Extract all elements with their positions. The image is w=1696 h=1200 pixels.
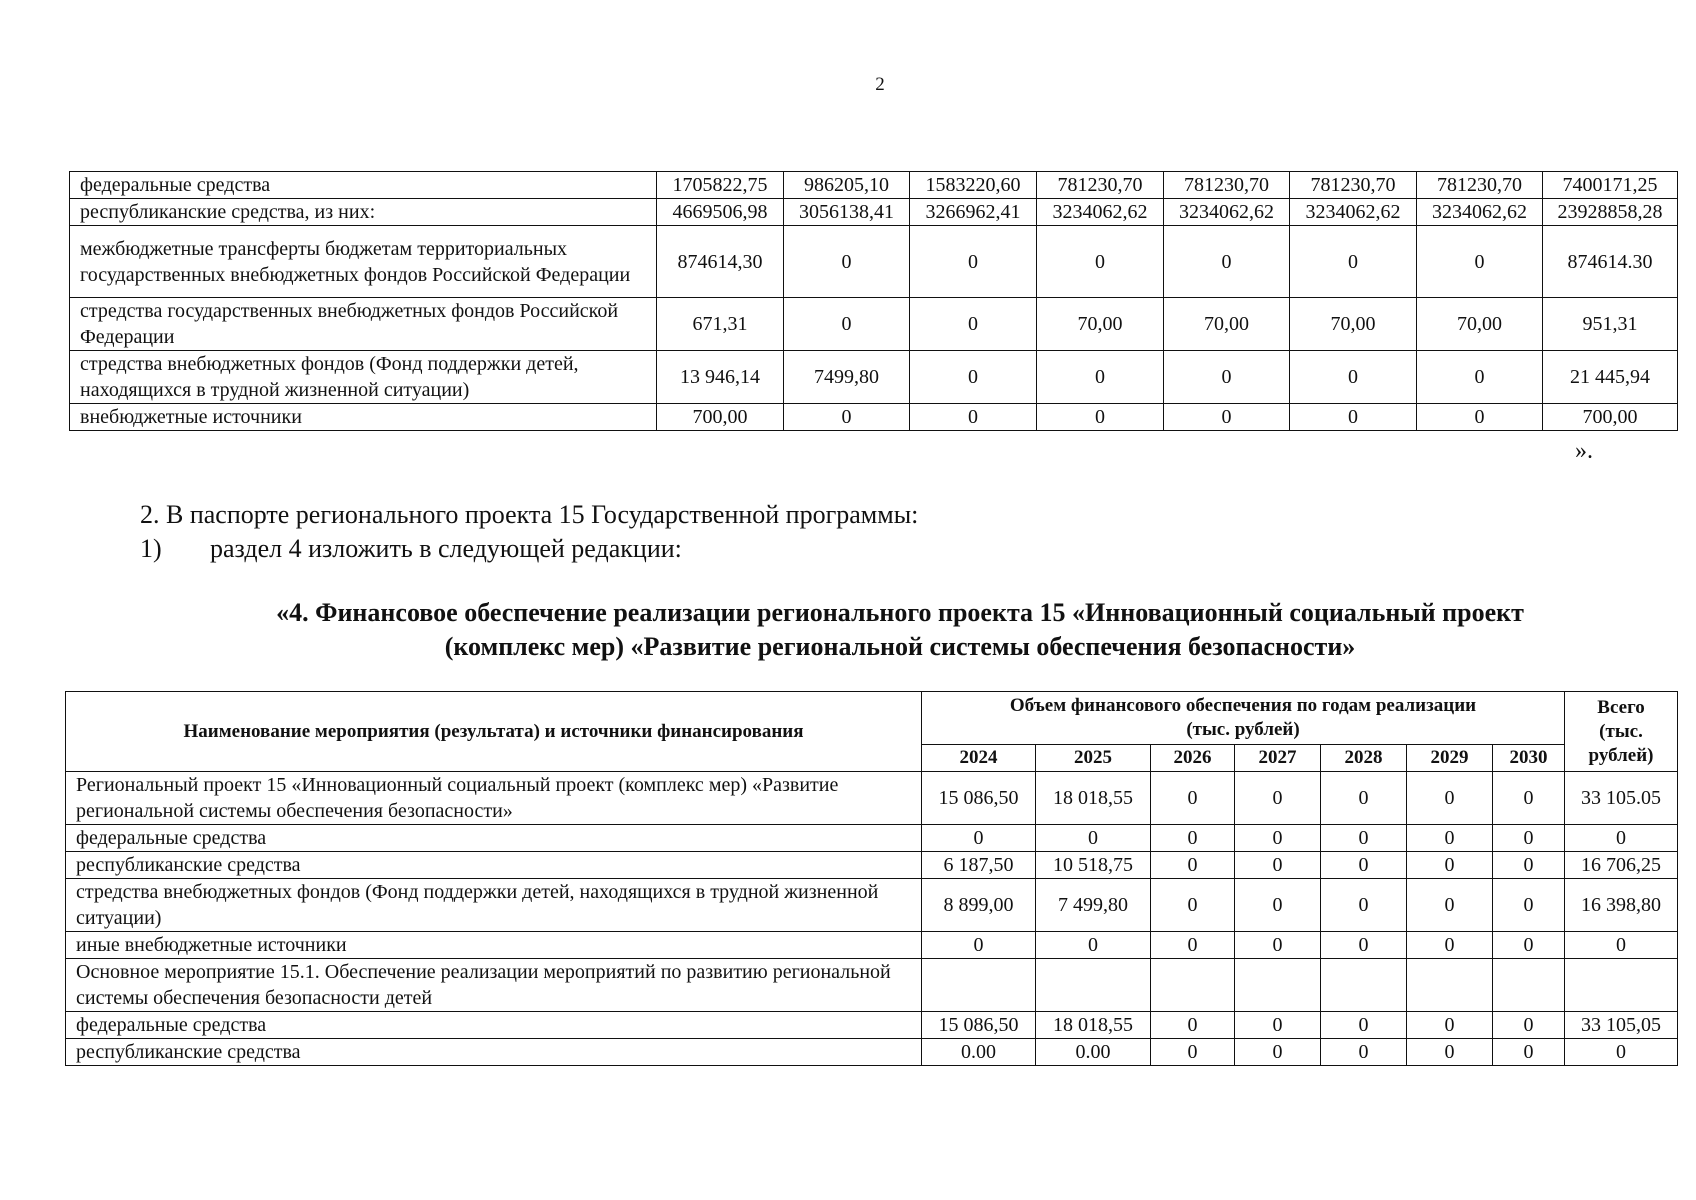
cell-value: 0	[910, 404, 1037, 431]
cell-value: 0	[1321, 772, 1407, 825]
cell-value: 0	[1493, 1039, 1565, 1066]
cell-value: 70,00	[1290, 298, 1417, 351]
cell-value: 0	[910, 351, 1037, 404]
cell-value	[1565, 959, 1678, 1012]
cell-value: 0	[1417, 351, 1543, 404]
header-total-line-3: рублей)	[1588, 744, 1654, 766]
cell-value: 18 018,55	[1036, 772, 1151, 825]
header-name: Наименование мероприятия (результата) и источники финансирования	[66, 692, 922, 772]
cell-value: 0	[1037, 351, 1164, 404]
paragraph-amendment-intro: 2. В паспорте регионального проекта 15 Государственной программы:	[140, 500, 919, 529]
cell-value: 3234062,62	[1290, 199, 1417, 226]
header-year: 2027	[1235, 745, 1321, 772]
cell-value: 4669506,98	[657, 199, 784, 226]
cell-value: 0	[1321, 932, 1407, 959]
table-row	[70, 351, 1678, 404]
cell-value: 0	[1417, 404, 1543, 431]
cell-value: 0	[1290, 404, 1417, 431]
cell-value: 0	[1235, 932, 1321, 959]
cell-value: 0	[1407, 825, 1493, 852]
table-row	[66, 879, 1678, 932]
list-item-number: 1)	[140, 534, 162, 563]
cell-value: 16 398,80	[1565, 879, 1678, 932]
cell-value: 6 187,50	[922, 852, 1036, 879]
header-year: 2028	[1321, 745, 1407, 772]
cell-value: 0	[1235, 772, 1321, 825]
cell-value: 15 086,50	[922, 1012, 1036, 1039]
cell-value: 3234062,62	[1164, 199, 1290, 226]
cell-value: 0	[1235, 852, 1321, 879]
cell-value: 0.00	[1036, 1039, 1151, 1066]
cell-value: 0	[1493, 932, 1565, 959]
cell-value: 0	[1565, 825, 1678, 852]
header-year: 2025	[1036, 745, 1151, 772]
row-label: внебюджетные источники	[70, 404, 657, 431]
row-label: Региональный проект 15 «Инновационный социальный проект (комплекс мер) «Развитие региональной системы обеспечения безопасности»	[66, 772, 922, 825]
cell-value: 0	[1407, 932, 1493, 959]
cell-value: 0	[1151, 1039, 1235, 1066]
cell-value: 0	[1321, 879, 1407, 932]
header-year: 2026	[1151, 745, 1235, 772]
cell-value	[1235, 959, 1321, 1012]
cell-value: 0	[1407, 852, 1493, 879]
cell-value	[922, 959, 1036, 1012]
cell-value	[1407, 959, 1493, 1012]
table-row	[66, 1012, 1678, 1039]
cell-value: 0	[910, 298, 1037, 351]
cell-value: 7400171,25	[1543, 172, 1678, 199]
header-total-line-2: (тыс.	[1599, 720, 1643, 742]
cell-value: 0	[784, 298, 910, 351]
cell-value: 0	[1235, 1039, 1321, 1066]
cell-value: 781230,70	[1164, 172, 1290, 199]
header-year: 2029	[1407, 745, 1493, 772]
cell-value: 0.00	[922, 1039, 1036, 1066]
table-row	[66, 772, 1678, 825]
row-label: федеральные средства	[70, 172, 657, 199]
header-total	[1565, 692, 1678, 772]
cell-value: 21 445,94	[1543, 351, 1678, 404]
funding-table-project-15	[65, 691, 1678, 1066]
row-label: стредства государственных внебюджетных фондов Российской Федерации	[70, 298, 657, 351]
cell-value: 23928858,28	[1543, 199, 1678, 226]
cell-value: 15 086,50	[922, 772, 1036, 825]
cell-value: 3056138,41	[784, 199, 910, 226]
cell-value: 0	[1151, 1012, 1235, 1039]
cell-value: 0	[1235, 825, 1321, 852]
cell-value: 70,00	[1417, 298, 1543, 351]
cell-value: 671,31	[657, 298, 784, 351]
cell-value: 781230,70	[1037, 172, 1164, 199]
section-title-line-2: (комплекс мер) «Развитие региональной системы обеспечения безопасности»	[444, 632, 1356, 661]
cell-value	[1493, 959, 1565, 1012]
cell-value: 0	[1151, 772, 1235, 825]
cell-value: 0	[1321, 852, 1407, 879]
cell-value: 18 018,55	[1036, 1012, 1151, 1039]
cell-value: 0	[1151, 825, 1235, 852]
cell-value: 0	[1164, 351, 1290, 404]
cell-value: 874614,30	[657, 226, 784, 298]
table-row	[66, 825, 1678, 852]
header-volume	[922, 692, 1565, 745]
cell-value: 0	[1493, 852, 1565, 879]
cell-value: 0	[1235, 1012, 1321, 1039]
table-row	[70, 404, 1678, 431]
cell-value: 0	[1151, 852, 1235, 879]
cell-value	[1151, 959, 1235, 1012]
cell-value: 13 946,14	[657, 351, 784, 404]
cell-value: 0	[1493, 1012, 1565, 1039]
cell-value: 0	[1036, 825, 1151, 852]
header-volume-line-1: Объем финансового обеспечения по годам реализации	[1009, 695, 1477, 716]
row-label: Основное мероприятие 15.1. Обеспечение реализации мероприятий по развитию региональной системы обеспечения безопасности детей	[66, 959, 922, 1012]
cell-value: 0	[922, 932, 1036, 959]
row-label: республиканские средства	[66, 852, 922, 879]
cell-value: 0	[1493, 879, 1565, 932]
cell-value: 0	[1407, 1039, 1493, 1066]
cell-value: 0	[1407, 1012, 1493, 1039]
cell-value: 10 518,75	[1036, 852, 1151, 879]
section-title	[120, 596, 1680, 664]
cell-value: 1583220,60	[910, 172, 1037, 199]
cell-value: 3234062,62	[1037, 199, 1164, 226]
cell-value: 3266962,41	[910, 199, 1037, 226]
cell-value: 0	[922, 825, 1036, 852]
cell-value: 8 899,00	[922, 879, 1036, 932]
cell-value: 0	[1407, 879, 1493, 932]
row-label: республиканские средства, из них:	[70, 199, 657, 226]
cell-value: 0	[1493, 825, 1565, 852]
cell-value: 16 706,25	[1565, 852, 1678, 879]
cell-value: 7499,80	[784, 351, 910, 404]
cell-value: 1705822,75	[657, 172, 784, 199]
cell-value: 0	[910, 226, 1037, 298]
list-item-text: раздел 4 изложить в следующей редакции:	[210, 534, 682, 563]
cell-value: 951,31	[1543, 298, 1678, 351]
cell-value: 0	[784, 404, 910, 431]
cell-value: 0	[1037, 404, 1164, 431]
row-label: иные внебюджетные источники	[66, 932, 922, 959]
cell-value: 0	[1037, 226, 1164, 298]
table-row	[70, 199, 1678, 226]
cell-value: 700,00	[1543, 404, 1678, 431]
table-row	[70, 172, 1678, 199]
funding-table-continued	[69, 171, 1678, 431]
cell-value: 781230,70	[1417, 172, 1543, 199]
cell-value: 0	[1164, 404, 1290, 431]
row-label: республиканские средства	[66, 1039, 922, 1066]
cell-value: 7 499,80	[1036, 879, 1151, 932]
cell-value: 700,00	[657, 404, 784, 431]
cell-value: 3234062,62	[1417, 199, 1543, 226]
cell-value: 70,00	[1037, 298, 1164, 351]
cell-value: 0	[1036, 932, 1151, 959]
cell-value: 0	[1151, 879, 1235, 932]
cell-value: 70,00	[1164, 298, 1290, 351]
table-row	[66, 1039, 1678, 1066]
cell-value: 0	[1151, 932, 1235, 959]
cell-value: 0	[1290, 226, 1417, 298]
cell-value: 0	[1321, 1012, 1407, 1039]
row-label: межбюджетные трансферты бюджетам территориальных государственных внебюджетных фондов Российской Федерации	[70, 226, 657, 298]
page-number: 2	[875, 74, 885, 95]
table-row	[70, 226, 1678, 298]
cell-value: 0	[1321, 825, 1407, 852]
row-label: федеральные средства	[66, 1012, 922, 1039]
closing-quote: ».	[1575, 438, 1593, 464]
table-row	[66, 959, 1678, 1012]
table-row	[66, 852, 1678, 879]
header-volume-line-2: (тыс. рублей)	[1186, 719, 1300, 740]
header-total-line-1: Всего	[1597, 696, 1645, 718]
cell-value: 33 105,05	[1565, 1012, 1678, 1039]
section-title-line-1: «4. Финансовое обеспечение реализации регионального проекта 15 «Инновационный социальный проект	[276, 598, 1524, 627]
cell-value: 0	[1565, 932, 1678, 959]
cell-value: 986205,10	[784, 172, 910, 199]
cell-value: 0	[1290, 351, 1417, 404]
cell-value: 0	[1164, 226, 1290, 298]
table-row	[70, 298, 1678, 351]
cell-value: 874614.30	[1543, 226, 1678, 298]
header-year: 2024	[922, 745, 1036, 772]
cell-value: 781230,70	[1290, 172, 1417, 199]
header-year: 2030	[1493, 745, 1565, 772]
cell-value: 0	[1493, 772, 1565, 825]
cell-value	[1321, 959, 1407, 1012]
cell-value: 0	[1407, 772, 1493, 825]
table-row	[66, 932, 1678, 959]
cell-value: 0	[784, 226, 910, 298]
row-label: стредства внебюджетных фондов (Фонд поддержки детей, находящихся в трудной жизненной ситуации)	[66, 879, 922, 932]
cell-value: 33 105.05	[1565, 772, 1678, 825]
row-label: стредства внебюджетных фондов (Фонд поддержки детей, находящихся в трудной жизненной ситуации)	[70, 351, 657, 404]
cell-value	[1036, 959, 1151, 1012]
cell-value: 0	[1417, 226, 1543, 298]
cell-value: 0	[1565, 1039, 1678, 1066]
cell-value: 0	[1235, 879, 1321, 932]
cell-value: 0	[1321, 1039, 1407, 1066]
row-label: федеральные средства	[66, 825, 922, 852]
